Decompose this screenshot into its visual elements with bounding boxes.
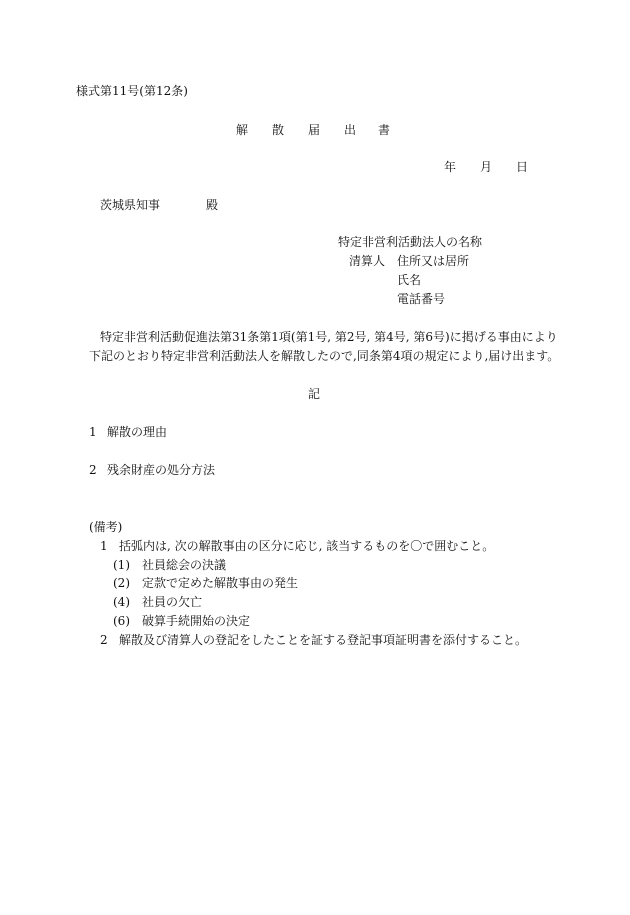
phone-label: 電話番号 xyxy=(397,292,446,306)
item-number: 2 xyxy=(89,463,97,477)
sub-note-number: (2) xyxy=(113,576,130,590)
title-char: 解 xyxy=(236,123,249,137)
sub-note-number: (1) xyxy=(113,558,130,572)
ki-mark: 記 xyxy=(308,387,321,401)
addressee-honorific: 殿 xyxy=(206,198,219,212)
liquidator-label: 清算人 xyxy=(349,254,386,268)
item-number: 1 xyxy=(89,425,97,439)
title-char: 出 xyxy=(344,123,357,137)
title-char: 書 xyxy=(378,123,391,137)
item-text: 解散の理由 xyxy=(107,425,168,439)
form-number: 様式第11号(第12条) xyxy=(76,84,188,98)
org-name-label: 特定非営利活動法人の名称 xyxy=(338,235,483,249)
title-char: 散 xyxy=(272,123,285,137)
sub-note-number: (6) xyxy=(113,614,130,628)
name-label: 氏名 xyxy=(397,273,422,287)
sub-note-text: 破算手続開始の決定 xyxy=(142,614,251,628)
title-char: 届 xyxy=(308,123,321,137)
sub-note-text: 社員総会の決議 xyxy=(142,558,227,572)
remarks-heading: (備考) xyxy=(89,520,123,534)
note-text: 括弧内は, 次の解散事由の区分に応じ, 該当するものを〇で囲むこと。 xyxy=(119,539,495,553)
sub-note-text: 定款で定めた解散事由の発生 xyxy=(142,576,299,590)
date-day: 日 xyxy=(516,160,529,174)
note-number: 2 xyxy=(100,633,108,647)
body-line-2: 下記のとおり特定非営利活動法人を解散したので,同条第4項の規定により,届け出ます。 xyxy=(89,349,560,363)
sub-note-text: 社員の欠亡 xyxy=(142,595,203,609)
item-text: 残余財産の処分方法 xyxy=(107,463,216,477)
body-line-1: 特定非営利活動促進法第31条第1項(第1号, 第2号, 第4号, 第6号)に掲げる事由により xyxy=(100,330,558,344)
address-label: 住所又は居所 xyxy=(397,254,470,268)
note-text: 解散及び清算人の登記をしたことを証する登記事項証明書を添付すること。 xyxy=(119,633,528,647)
date-month: 月 xyxy=(480,160,493,174)
sub-note-number: (4) xyxy=(113,595,130,609)
addressee-name: 茨城県知事 xyxy=(100,198,161,212)
note-number: 1 xyxy=(100,539,108,553)
date-year: 年 xyxy=(444,160,457,174)
